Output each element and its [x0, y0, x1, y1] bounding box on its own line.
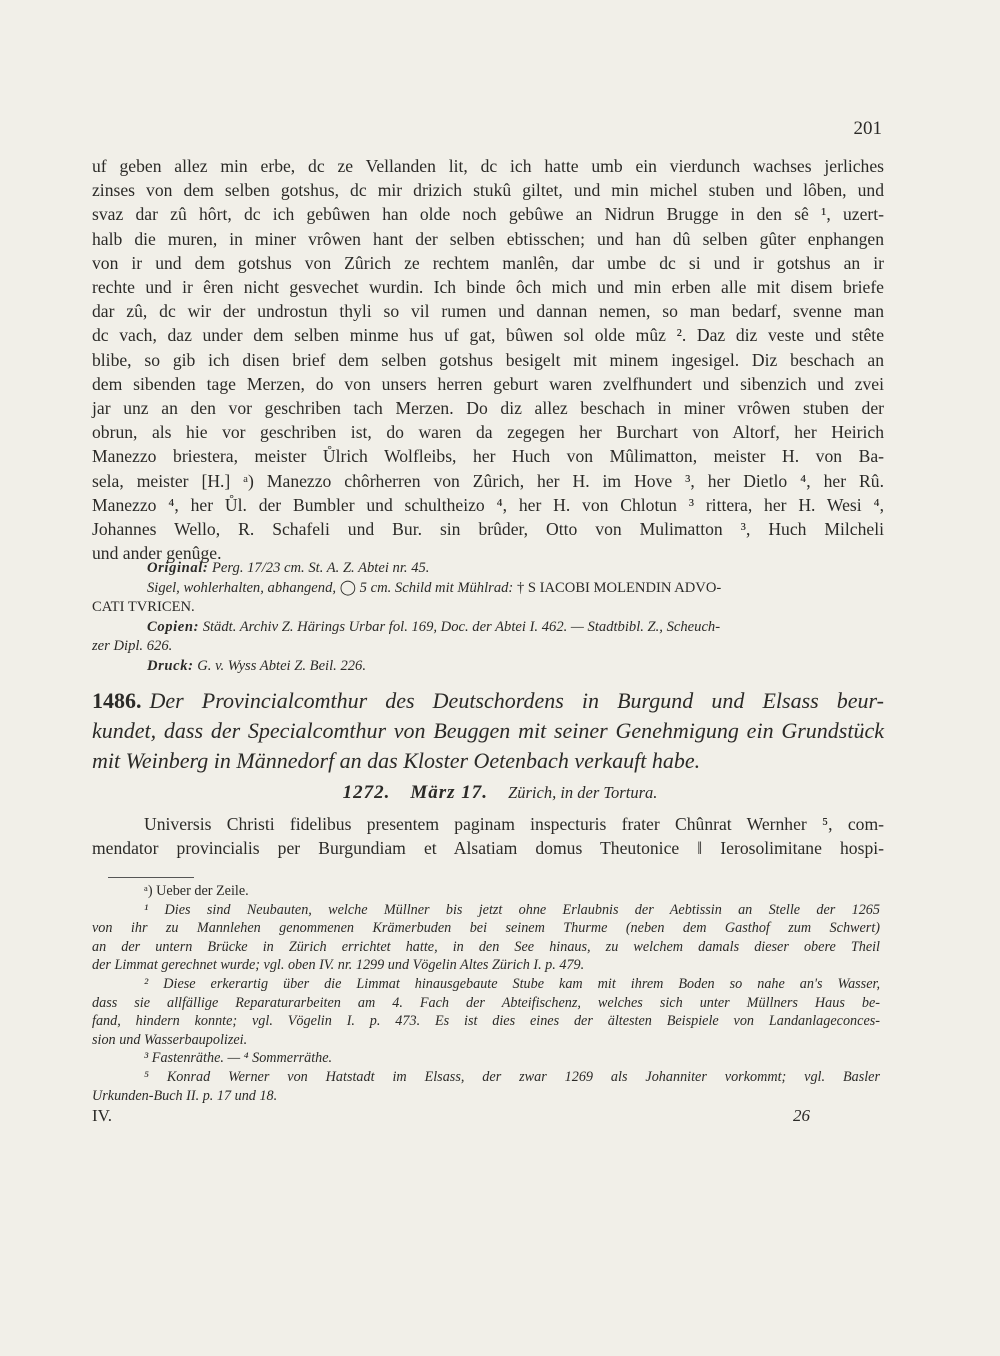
heading-line: mit Weinberg in Männedorf an das Kloster Oetenbach verkauft habe.	[92, 748, 701, 773]
text-line: zinses von dem selben gotshus, dc mir drizich stukû giltet, und min michel stuben und lôben, und	[92, 180, 884, 201]
text-line: dar zû, dc wir der undrostun thyli so vil rumen und dannan nemen, so man bedarf, svenne man	[92, 301, 884, 322]
text-line: von ir und dem gotshus von Zûrich ze rechtem manlên, dar umbe dc si und ir gotshus an ir	[92, 252, 884, 273]
text-line: sela, meister [H.] ᵃ) Manezzo chôrherren von Zûrich, her H. im Hove ³, her Dietlo ⁴, her Rû.	[92, 470, 884, 491]
copies-note	[92, 618, 882, 638]
footnote-line: ³ Fastenräthe. — ⁴ Sommerräthe.	[144, 1050, 333, 1067]
footnote-line: ² Diese erkerartig über die Limmat hinausgebaute Stube kam mit ihrem Boden so nahe an's Wasser,	[144, 975, 880, 992]
copies-text: Städt. Archiv Z. Härings Urbar fol. 169, Doc. der Abtei I. 462. — Stadtbibl. Z., Scheuch-	[202, 618, 721, 635]
document-place: Zürich, in der Tortura.	[508, 783, 658, 802]
footnote-line: sion und Wasserbaupolizei.	[92, 1031, 248, 1048]
text-line: mendator provincialis per Burgundiam et Alsatiam domus Theutonice ‖ Ierosolimitane hospi-	[92, 838, 884, 859]
text-line: uf geben allez min erbe, dc ze Vellanden lit, dc ich hatte umb ein vierdunch wachses jerliches	[92, 156, 884, 176]
charter-text-continued	[92, 154, 884, 565]
footnote-line: an der untern Brücke in Zürich errichtet hatte, in den See hinaus, zu welchem damals dieser obere Theil	[92, 938, 880, 955]
seal-note	[92, 579, 882, 599]
text-line: jar unz an den vor geschriben tach Merzen. Do diz allez beschach in miner vrôwen stuben der	[92, 398, 884, 419]
print-note	[92, 657, 882, 677]
document-heading	[92, 686, 884, 776]
footnote-line: ᵃ) Ueber der Zeile.	[144, 883, 249, 899]
print-label: Druck:	[147, 657, 194, 674]
text-line: blibe, so gib ich disen brief dem selben gotshus besigelt mit minem ingesigel. Diz beschach an	[92, 349, 884, 370]
text-line: dem sibenden tage Merzen, do von unsers herren geburt waren zvelfhundert und sibenzich und zvei	[92, 373, 884, 394]
footnote-line: der Limmat gerechnet wurde; vgl. oben IV. nr. 1299 und Vögelin Altes Zürich I. p. 479.	[92, 957, 585, 974]
document-number: 1486.	[92, 688, 142, 713]
heading-text: Der Provincialcomthur des Deutschordens in Burgund und Elsass beur-	[149, 688, 884, 713]
heading-line: kundet, dass der Specialcomthur von Beuggen mit seiner Genehmigung ein Grundstück	[92, 718, 884, 743]
text-line: Johannes Wello, R. Schafeli und Bur. sin brûder, Otto von Mulimatton ³, Huch Milcheli	[92, 519, 884, 540]
text-line: halb die muren, in miner vrôwen hant der selben ebtisschen; und han dû selben gûter enphangen	[92, 228, 884, 249]
heading-line	[92, 686, 884, 716]
seal-text: Sigel, wohlerhalten, abhangend, ◯ 5 cm. Schild mit Mühlrad:	[147, 579, 514, 596]
original-label: Original:	[147, 560, 209, 576]
charter-text	[92, 812, 884, 860]
document-date: März 17.	[410, 782, 489, 803]
footnote-line: ⁵ Konrad Werner von Hatstadt im Elsass, der zwar 1269 als Johanniter vorkommt; vgl. Basler	[144, 1068, 880, 1085]
text-line: und ander genûge.	[92, 543, 222, 564]
original-text: Perg. 17/23 cm. St. A. Z. Abtei nr. 45.	[212, 560, 430, 576]
original-note	[92, 559, 882, 579]
text-line: Manezzo ⁴, her Ůl. der Bumbler und schultheizo ⁴, her H. von Chlotun ³ rittera, her H. Wesi ⁴,	[92, 494, 884, 515]
text-line: obrun, als hie vor geschriben ist, do waren da zegegen her Burchart von Altorf, her Heirich	[92, 422, 884, 443]
print-text: G. v. Wyss Abtei Z. Beil. 226.	[197, 657, 366, 674]
copies-text-end: zer Dipl. 626.	[92, 638, 173, 654]
footnote-divider	[108, 877, 194, 878]
footnote-line: fand, hindern konnte; vgl. Vögelin I. p. 473. Es ist dies eines der ältesten Beispiele von Landanlageconces-	[92, 1013, 880, 1030]
text-line: svaz dar zû hôrt, dc ich gebûwen han olde noch gebûwe an Nidrun Brugge in den sê ¹, uzert-	[92, 204, 884, 225]
text-line: Manezzo briestera, meister Ůlrich Wolfleibs, her Huch von Mûlimatton, meister H. von Ba-	[92, 446, 884, 467]
footnote-line: dass sie allfällige Reparaturarbeiten am 4. Fach der Abteifischenz, welches sich unter Müllners Haus be-	[92, 994, 880, 1011]
dateline	[0, 782, 1000, 804]
footnote-line: ¹ Dies sind Neubauten, welche Müllner bis jetzt ohne Erlaubnis der Aebtissin an Stelle der 1265	[144, 901, 880, 918]
source-notes	[92, 559, 882, 676]
page-number: 201	[853, 118, 882, 139]
footnotes	[92, 882, 880, 1105]
text-line: dc vach, daz under dem selben minme hus uf gat, bûwen sol olde mûz ². Daz diz veste und stête	[92, 325, 884, 346]
page-footer	[92, 1106, 810, 1126]
text-line: rechte und ir êren nicht gesvechet wurdin. Ich binde ôch mich und min erben alle mit disem briefe	[92, 277, 884, 298]
footnote-line: Urkunden-Buch II. p. 17 und 18.	[92, 1087, 278, 1104]
volume-mark: IV.	[92, 1106, 112, 1125]
footnote-line: von ihr zu Mannlehen genommenen Krämerbuden bei seinem Thurme (neben dem Gasthof zum Schwert)	[92, 920, 880, 937]
copies-label: Copien:	[147, 618, 200, 635]
text-line: Universis Christi fidelibus presentem paginam inspecturis frater Chûnrat Wernher ⁵, com-	[144, 814, 884, 834]
signature-mark: 26	[793, 1106, 810, 1125]
seal-legend: † S IACOBI MOLENDIN ADVO-	[516, 579, 722, 596]
seal-legend-end: CATI TVRICEN.	[92, 599, 195, 615]
document-year: 1272.	[342, 782, 391, 803]
